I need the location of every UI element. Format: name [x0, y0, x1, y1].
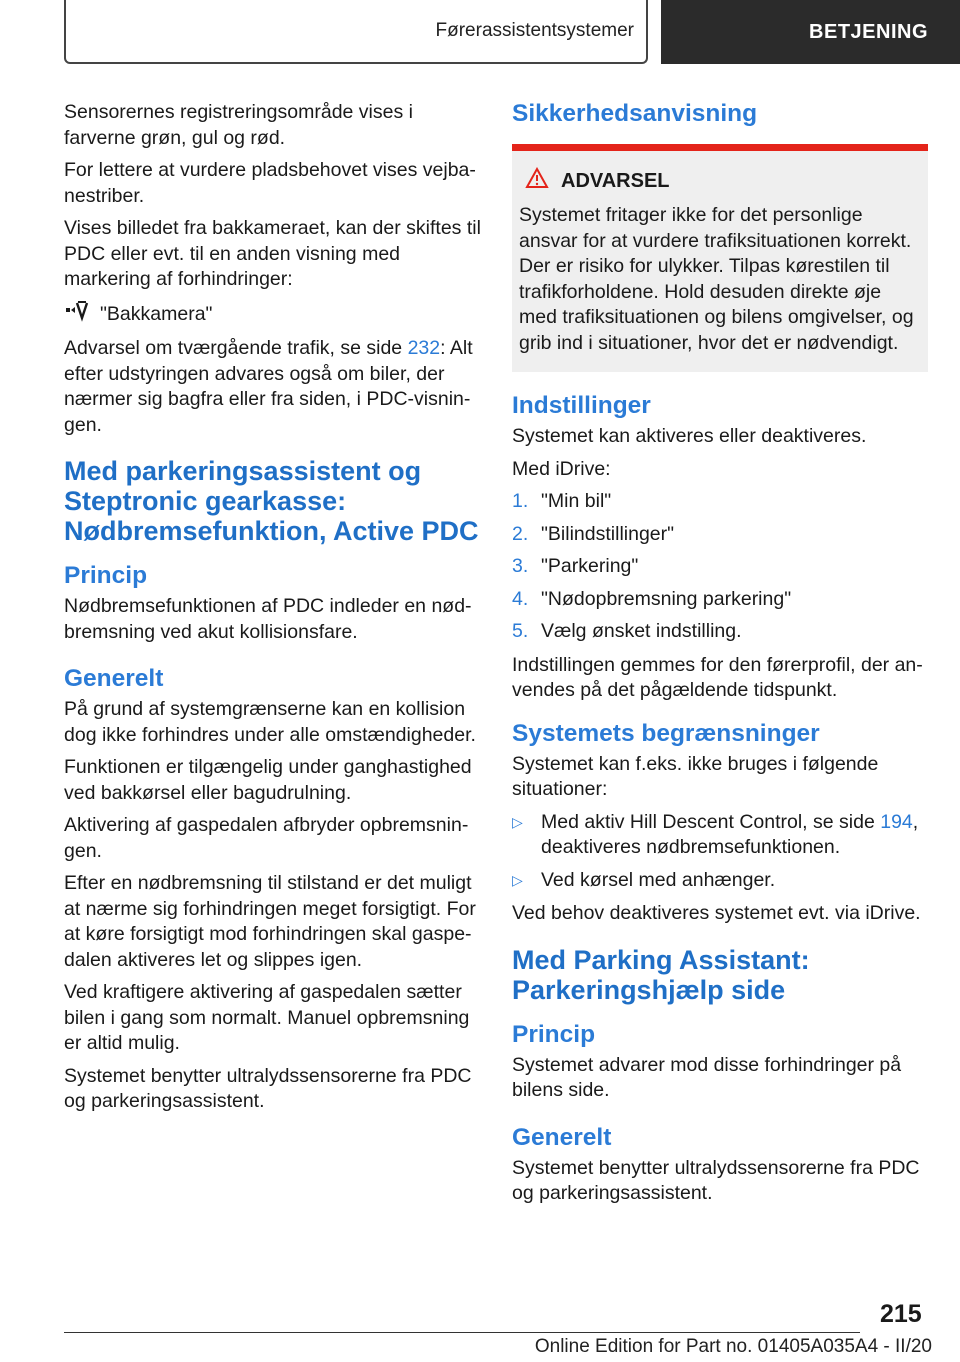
paragraph: Sensorernes registreringsområde vises i farverne grøn, gul og rød.	[64, 101, 413, 149]
text: , deaktiveres nødbremsefunktionen.	[541, 810, 919, 858]
warning-bar	[512, 144, 928, 151]
warning-label: ADVARSEL	[561, 169, 670, 192]
step-text: Vælg ønsket indstilling.	[541, 620, 742, 642]
paragraph: Aktivering af gaspedalen afbryder opbremsningen.	[64, 814, 469, 862]
list-item	[512, 587, 928, 613]
warning-text: Systemet fritager ikke for det personlige ansvar for at vurdere trafiksituationen korrekt. Der er risiko for ulykker. Tilpas kørestilen til trafikforholdene. Hold desuden direkte øje med trafiksituationen og bilens omgivelser, og grib ind i situationer, hvor det er nødvendigt.	[519, 204, 914, 354]
section-heading: Med parkeringsassistent og Steptronic gearkasse: Nødbremsefunktion, Active PDC	[64, 456, 479, 546]
warning-box	[512, 144, 928, 372]
page-number: 215	[880, 1300, 922, 1328]
running-header-section	[64, 0, 648, 64]
paragraph: Systemet benytter ultralydssensorerne fra PDC og parkeringsassistent.	[64, 1064, 472, 1112]
text: Advarsel om tværgående trafik, se side	[64, 337, 408, 359]
list-item	[512, 868, 928, 894]
step-number: 5.	[512, 620, 529, 642]
paragraph: Vises billedet fra bakkameraet, kan der skiftes til PDC eller evt. til en anden visning med markering af forhindringer:	[64, 217, 481, 290]
paragraph: Funktionen er tilgængelig under ganghastighed ved bakkørsel eller bagudrulning.	[64, 756, 472, 804]
right-column	[512, 100, 928, 1214]
step-text: "Bilindstillinger"	[541, 522, 675, 545]
step-text: "Min bil"	[541, 490, 612, 512]
list-item	[512, 522, 928, 548]
paragraph: Systemet kan aktiveres eller deaktiveres.	[512, 425, 867, 447]
warning-triangle-icon	[525, 167, 549, 195]
step-text: "Parkering"	[541, 555, 639, 577]
running-header-chapter	[661, 0, 960, 64]
bullet-triangle-icon: ▷	[512, 871, 523, 888]
subheading-safety: Sikkerhedsanvisning	[512, 100, 758, 127]
paragraph: Systemet benytter ultralydssensorerne fra PDC og parkeringsassistent.	[512, 1156, 920, 1204]
subheading-generelt: Generelt	[64, 665, 164, 692]
camera-menu-line	[64, 300, 484, 330]
limits-list	[512, 810, 928, 894]
paragraph: Efter en nødbremsning til stilstand er det muligt at nærme sig forhindringen meget forsigtigt. For at køre forsigtigt mod forhindringen skal gaspedalen aktiveres let og slippes igen.	[64, 872, 476, 971]
camera-menu-label: "Bakkamera"	[100, 302, 213, 325]
list-item	[512, 619, 928, 645]
subheading-princip: Princip	[64, 562, 148, 589]
left-column	[64, 100, 484, 1122]
footer-edition: Online Edition for Part no. 01405A035A4 - II/20	[534, 1336, 932, 1357]
subheading-princip: Princip	[512, 1020, 596, 1048]
text: : Alt efter udstyringen advares også om biler, der nærmer sig bagfra eller fra siden, i PDC-visningen.	[64, 337, 473, 436]
chapter-title: BETJENING	[809, 20, 928, 43]
step-text: "Nødopbremsning parkering"	[541, 587, 792, 610]
subheading-generelt: Generelt	[512, 1123, 612, 1151]
paragraph: For lettere at vurdere pladsbehovet vises vejbanestriber.	[64, 159, 476, 207]
footer-rule	[64, 1332, 860, 1333]
paragraph: Indstillingen gemmes for den førerprofil, der anvendes på det pågældende tidspunkt.	[512, 653, 923, 701]
paragraph: Systemet advarer mod disse forhindringer på bilens side.	[512, 1053, 902, 1101]
subheading-settings: Indstillinger	[512, 392, 651, 419]
step-number: 2.	[512, 522, 529, 545]
step-number: 3.	[512, 555, 529, 577]
subheading-limits: Systemets begrænsninger	[512, 719, 820, 747]
settings-steps	[512, 489, 928, 645]
rear-camera-icon	[64, 300, 90, 330]
paragraph: Med iDrive:	[512, 457, 611, 480]
bullet-triangle-icon: ▷	[512, 813, 523, 830]
step-number: 1.	[512, 490, 529, 512]
paragraph: Nødbremsefunktionen af PDC indleder en nødbremsning ved akut kollisionsfare.	[64, 595, 472, 643]
section-title: Førerassistentsystemer	[435, 20, 634, 41]
section-heading: Med Parking Assistant: Parkeringshjælp side	[512, 944, 810, 1005]
text: Med aktiv Hill Descent Control, se side	[541, 810, 881, 833]
paragraph	[64, 336, 484, 438]
page-link-194[interactable]: 194	[880, 810, 913, 833]
text: Ved kørsel med anhænger.	[541, 868, 776, 891]
step-number: 4.	[512, 587, 529, 610]
page-link-232[interactable]: 232	[407, 337, 441, 359]
list-item	[512, 489, 928, 515]
paragraph: Ved behov deaktiveres systemet evt. via iDrive.	[512, 902, 921, 924]
paragraph: Ved kraftigere aktivering af gaspedalen sætter bilen i gang som normalt. Manuel opbremsning er altid mulig.	[64, 981, 470, 1054]
paragraph: Systemet kan f.eks. ikke bruges i følgende situationer:	[512, 752, 879, 800]
paragraph: På grund af systemgrænserne kan en kollision dog ikke forhindres under alle omstændigheder.	[64, 698, 476, 746]
list-item	[512, 810, 928, 861]
list-item	[512, 554, 928, 580]
